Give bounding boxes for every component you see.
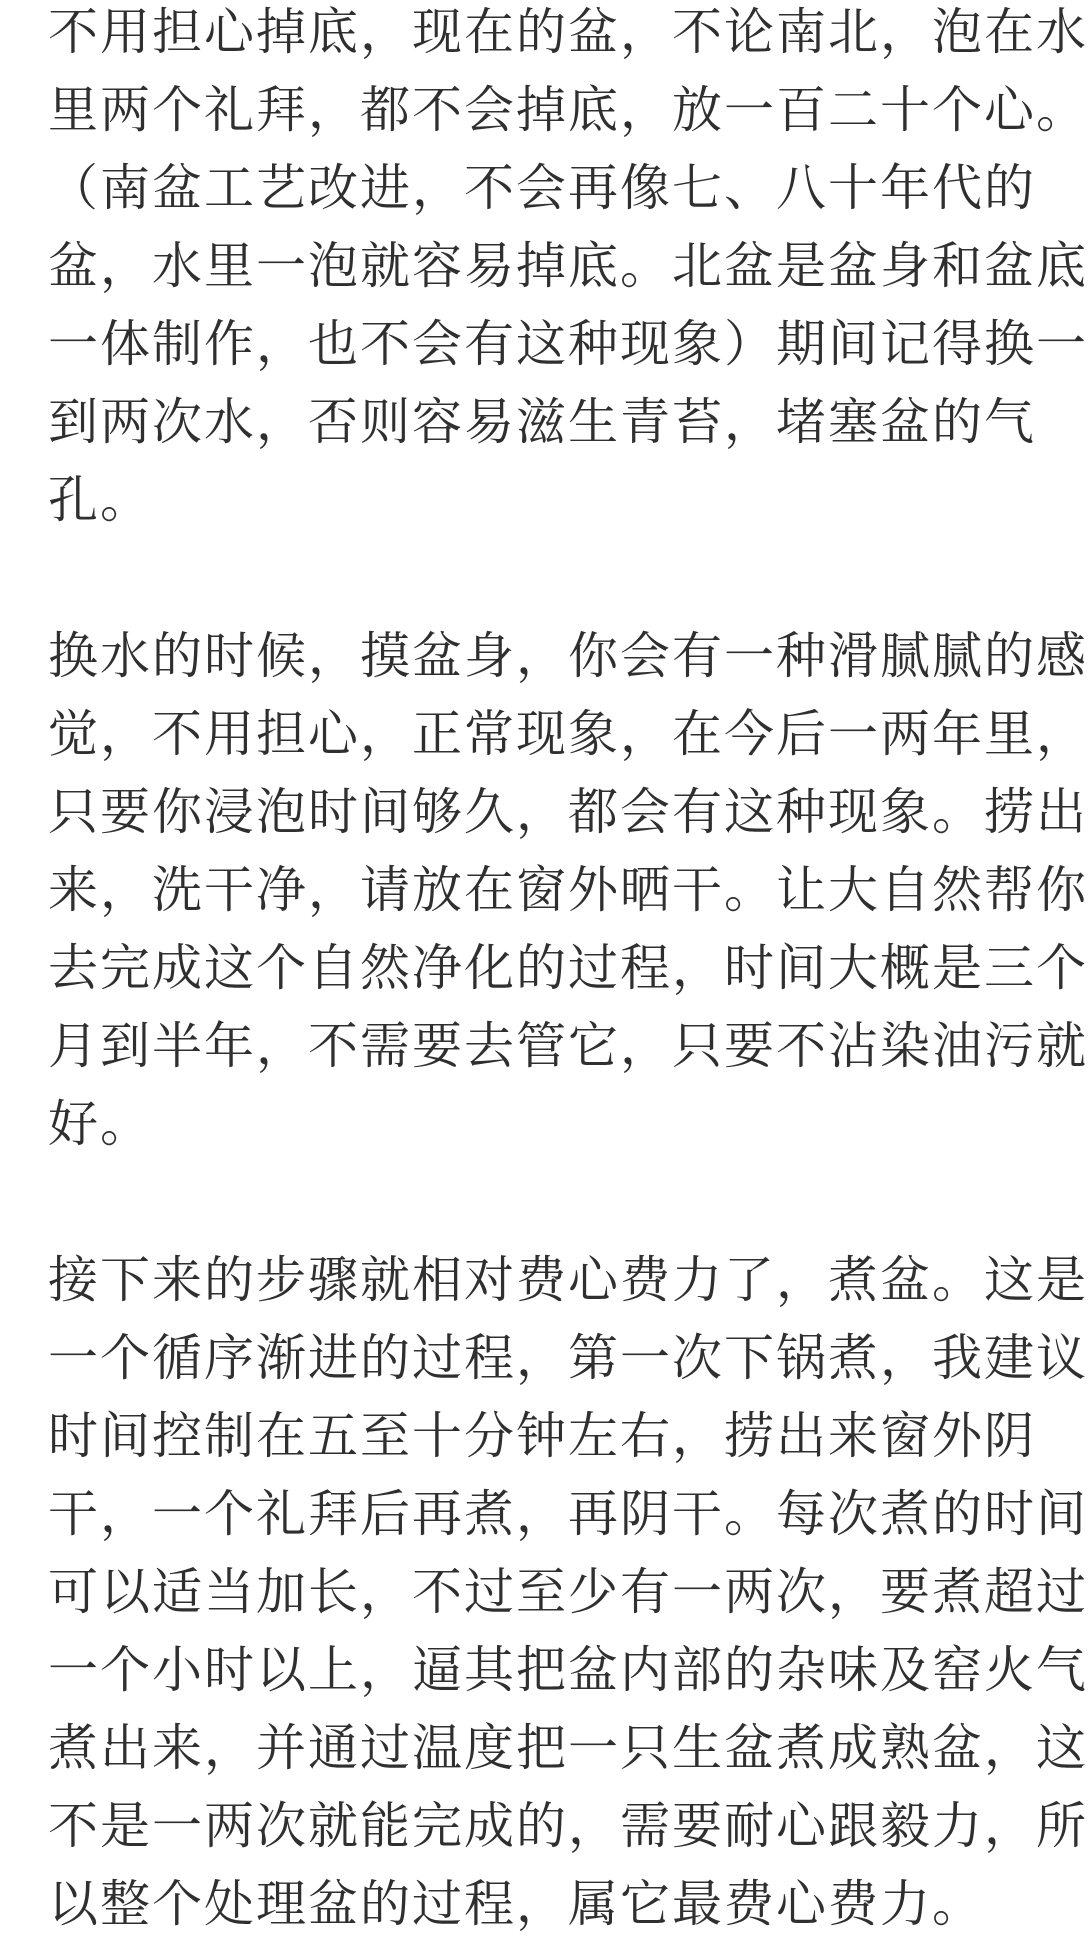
text-line: 好。	[48, 1095, 152, 1153]
text-line: 接下来的步骤就相对费心费力了，煮盆。这是	[48, 1251, 1088, 1309]
text-line: 以整个处理盆的过程，属它最费心费力。	[48, 1875, 984, 1933]
text-line: 不是一两次就能完成的，需要耐心跟毅力，所	[48, 1797, 1088, 1855]
paragraph-drying	[48, 617, 1088, 1163]
text-line: 到两次水，否则容易滋生青苔，堵塞盆的气	[48, 393, 1036, 451]
text-line: 里两个礼拜，都不会掉底，放一百二十个心。	[48, 81, 1088, 139]
text-line: 去完成这个自然净化的过程，时间大概是三个	[48, 939, 1088, 997]
text-line: 一个小时以上，逼其把盆内部的杂味及窑火气	[48, 1641, 1088, 1699]
paragraph-boiling	[48, 1241, 1088, 1943]
text-line: 月到半年，不需要去管它，只要不沾染油污就	[48, 1017, 1088, 1075]
text-line: 干，一个礼拜后再煮，再阴干。每次煮的时间	[48, 1485, 1088, 1543]
text-line: 换水的时候，摸盆身，你会有一种滑腻腻的感	[48, 627, 1088, 685]
text-line: 可以适当加长，不过至少有一两次，要煮超过	[48, 1563, 1088, 1621]
text-line: 觉，不用担心，正常现象，在今后一两年里，	[48, 705, 1088, 763]
text-line: 盆，水里一泡就容易掉底。北盆是盆身和盆底	[48, 237, 1088, 295]
text-line: 煮出来，并通过温度把一只生盆煮成熟盆，这	[48, 1719, 1088, 1777]
text-line: 只要你浸泡时间够久，都会有这种现象。捞出	[48, 783, 1088, 841]
text-line: （南盆工艺改进，不会再像七、八十年代的	[48, 159, 1036, 217]
text-line: 来，洗干净，请放在窗外晒干。让大自然帮你	[48, 861, 1088, 919]
text-line: 一体制作，也不会有这种现象）期间记得换一	[48, 315, 1088, 373]
text-line: 不用担心掉底，现在的盆，不论南北，泡在水	[48, 3, 1088, 61]
paragraph-soaking	[48, 0, 1088, 539]
text-line: 时间控制在五至十分钟左右，捞出来窗外阴	[48, 1407, 1036, 1465]
text-line: 孔。	[48, 471, 152, 529]
text-line: 一个循序渐进的过程，第一次下锅煮，我建议	[48, 1329, 1088, 1387]
article-body	[48, 0, 1088, 1933]
